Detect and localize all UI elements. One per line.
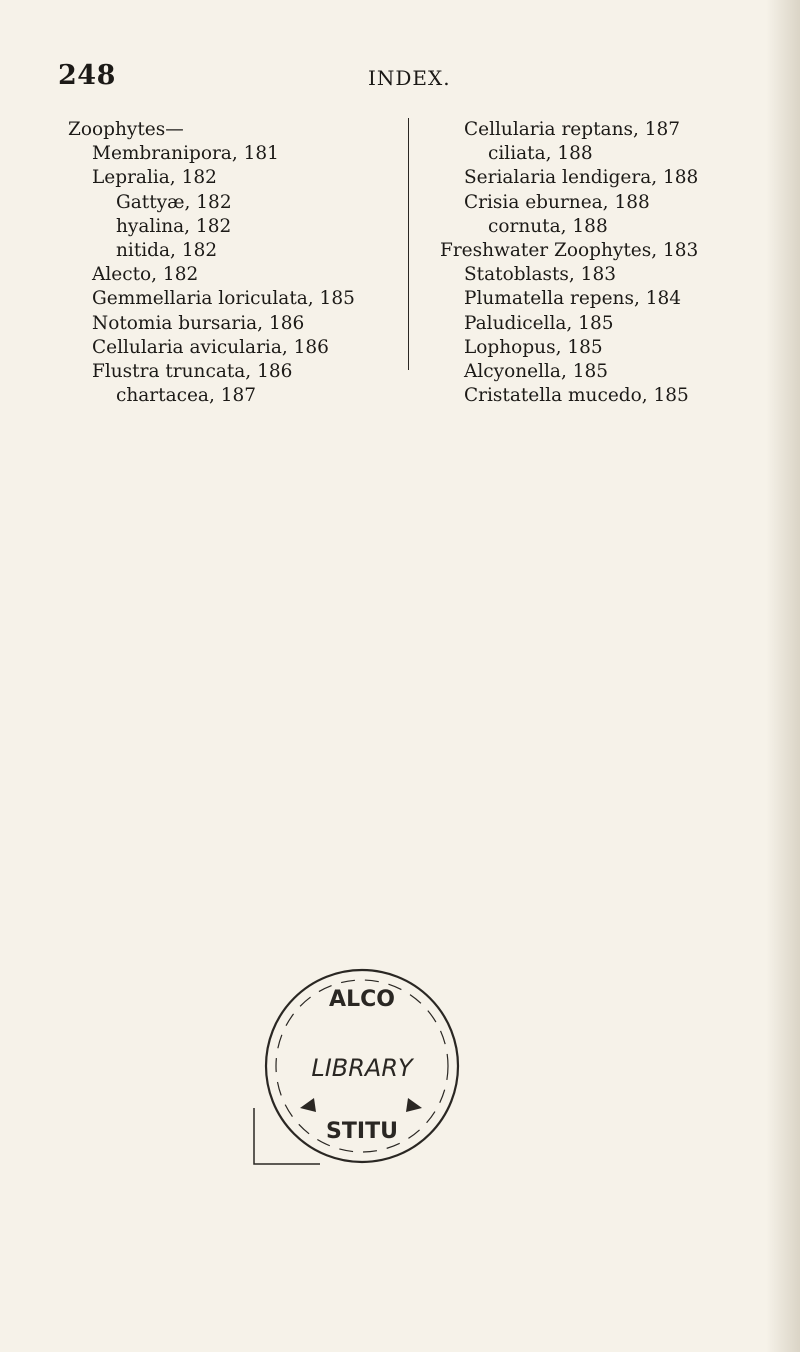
index-entry: cornuta, 188 [488,215,608,237]
index-entry: Notomia bursaria, 186 [92,312,305,334]
index-entry: Freshwater Zoophytes, 183 [440,240,699,262]
index-entry: Crisia eburnea, 188 [464,191,650,213]
running-head: INDEX. [368,66,451,90]
stamp-bottom-text: STITU [326,1119,398,1144]
stamp-center-text: LIBRARY [311,1054,413,1082]
library-stamp [240,958,480,1178]
library-stamp-seal [240,958,480,1178]
index-entry: Cellularia reptans, 187 [464,119,681,140]
index-entry: Serialaria lendigera, 188 [464,167,699,189]
index-entry: nitida, 182 [116,240,218,262]
stamp-corner-mark [254,1108,320,1164]
column-divider [408,118,409,370]
index-entry: Cellularia avicularia, 186 [92,336,329,358]
stamp-top-text: ALCO [329,987,395,1012]
stamp-ornament-icon [406,1098,422,1112]
index-entry: ciliata, 188 [488,143,593,165]
index-entry: Gattyæ, 182 [116,191,232,213]
index-column-right [440,118,698,408]
index-entry: chartacea, 187 [116,385,257,407]
index-entry: Paludicella, 185 [464,312,614,334]
page-edge-shadow [766,0,800,1352]
index-entry: Gemmellaria loriculata, 185 [92,288,355,310]
index-entry: Membranipora, 181 [92,143,279,165]
index-entry: hyalina, 182 [116,215,232,237]
index-entry: Flustra truncata, 186 [92,361,293,383]
stamp-ornament-icon [300,1098,316,1112]
index-entry: Lophopus, 185 [464,336,603,358]
index-entry: Cristatella mucedo, 185 [464,385,689,407]
index-entry: Alcyonella, 185 [464,361,609,383]
index-entry: Plumatella repens, 184 [464,288,682,310]
index-entry: Lepralia, 182 [92,167,217,189]
index-column-left [68,118,355,408]
index-entry: Alecto, 182 [92,264,199,286]
page-number: 248 [58,60,116,91]
index-entry: Statoblasts, 183 [464,264,616,286]
index-entry: Zoophytes— [68,119,184,140]
